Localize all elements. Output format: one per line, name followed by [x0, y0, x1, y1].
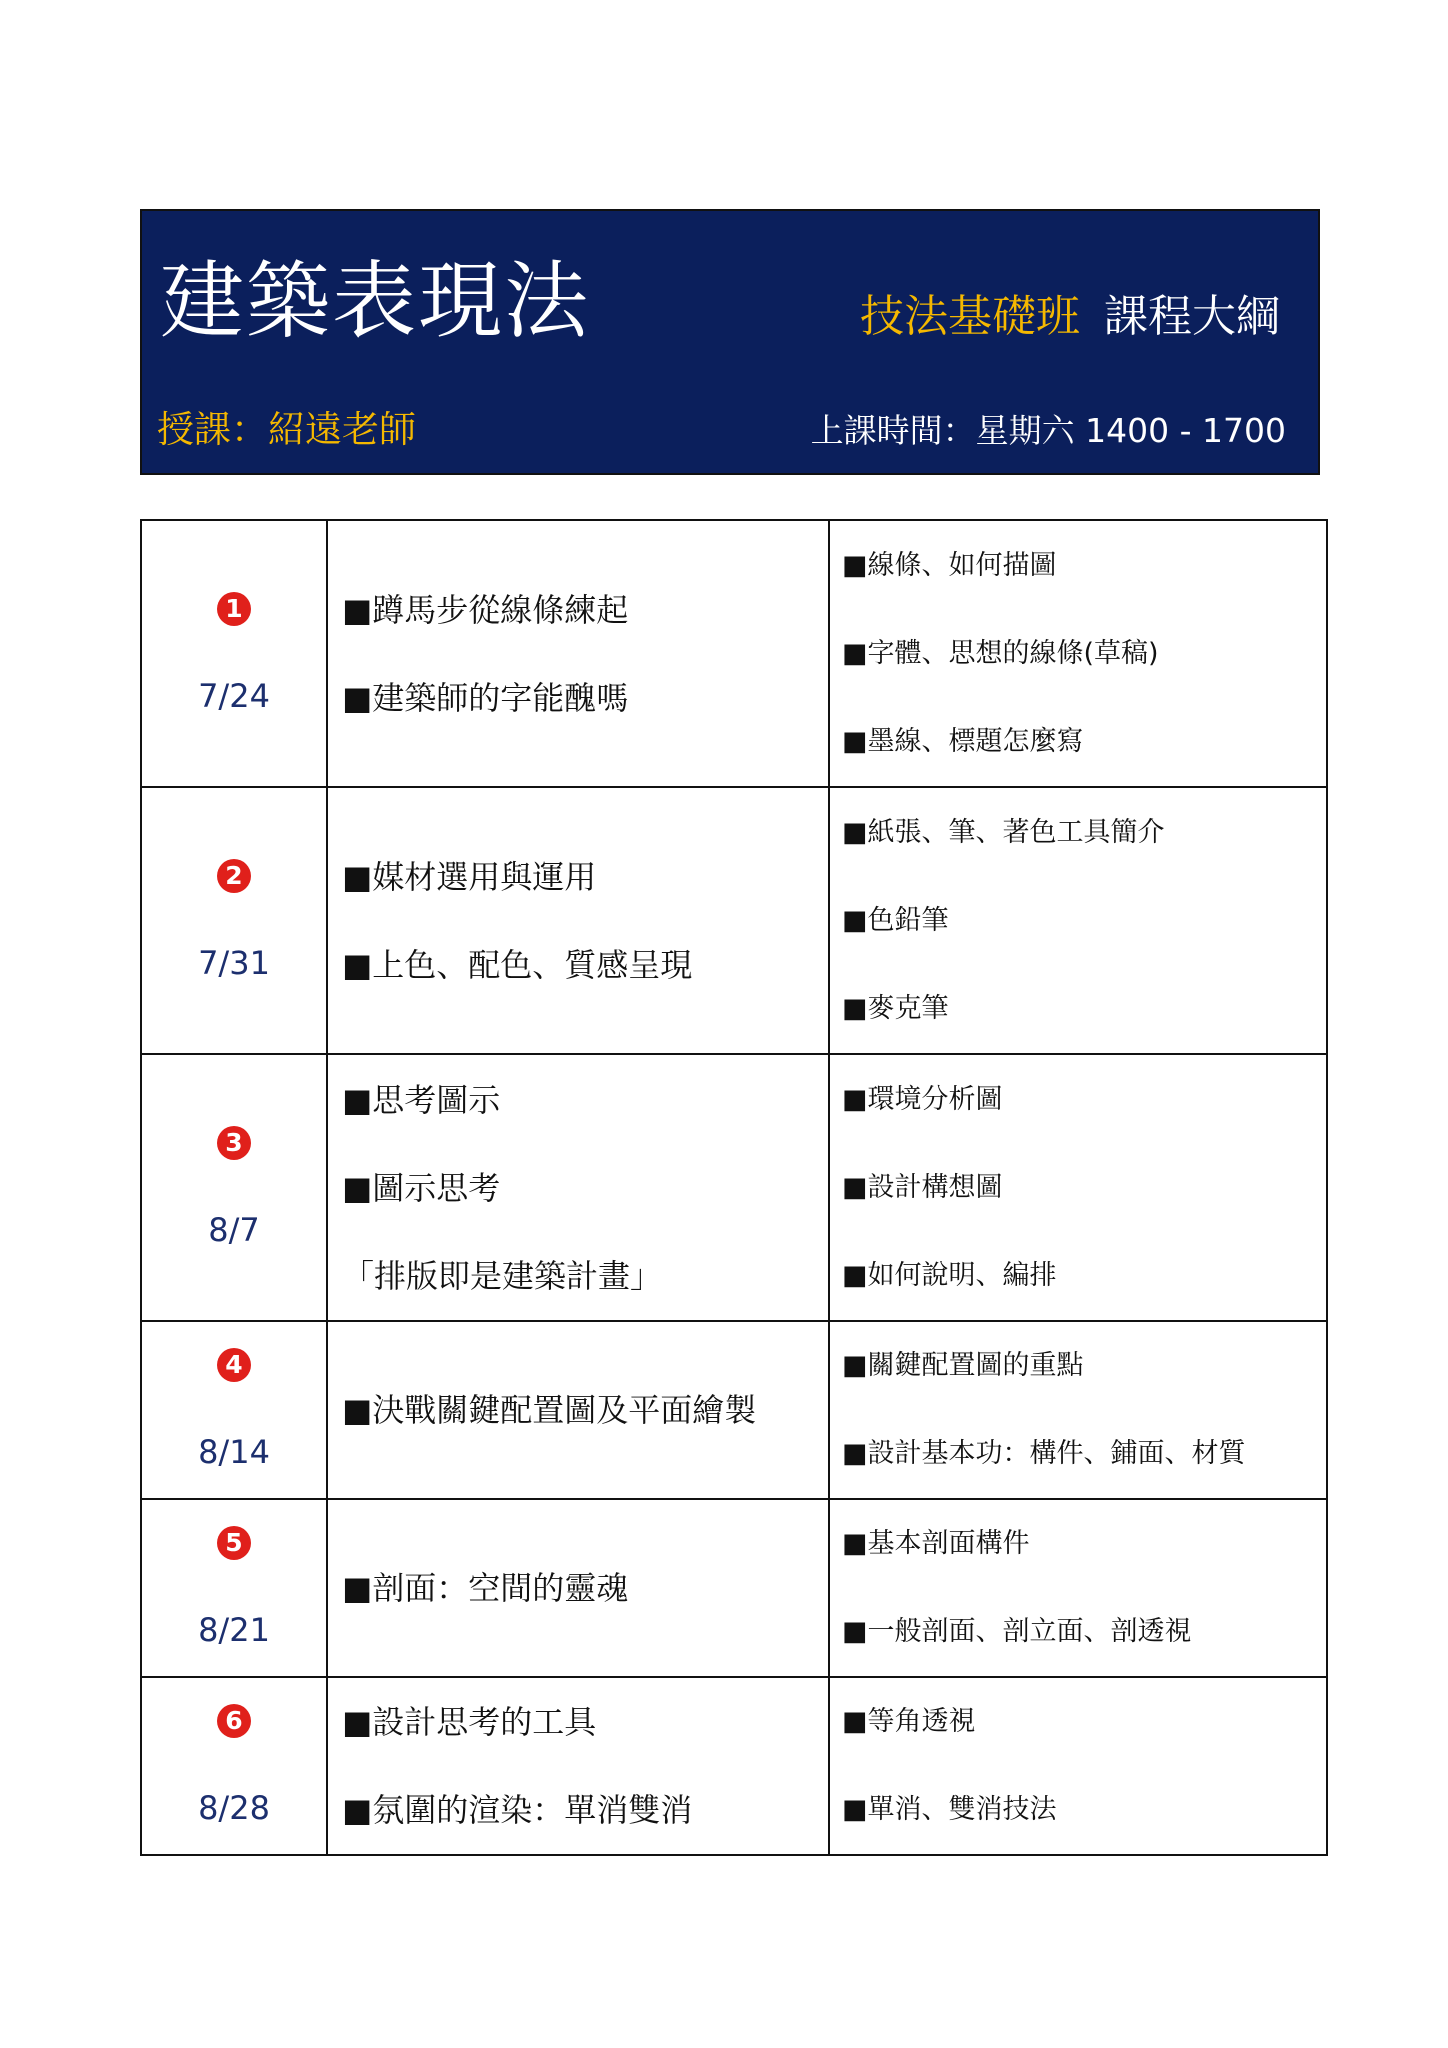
session-topics-cell [327, 1321, 829, 1499]
session-detail: ■等角透視 [842, 1706, 976, 1737]
session-index-cell [141, 1054, 327, 1321]
session-topics-cell [327, 1054, 829, 1321]
session-row [141, 1054, 1327, 1321]
session-detail: ■線條、如何描圖 [842, 549, 1057, 581]
session-index-cell [141, 787, 327, 1054]
session-index-cell [141, 1677, 327, 1855]
session-details-cell [829, 1677, 1327, 1855]
session-row [141, 1677, 1327, 1855]
session-detail: ■一般剖面、剖立面、剖透視 [842, 1616, 1192, 1647]
session-row [141, 1499, 1327, 1677]
instructor-label: 授課：紹遠老師 [157, 408, 416, 451]
session-topics-cell [327, 787, 829, 1054]
session-topics-cell [327, 1499, 829, 1677]
session-detail: ■設計構想圖 [842, 1171, 1003, 1203]
session-topic: ■媒材選用與運用 [342, 857, 597, 896]
schedule-label: 上課時間：星期六 1400 - 1700 [810, 411, 1286, 450]
session-row [141, 787, 1327, 1054]
session-detail: ■單消、雙消技法 [842, 1794, 1057, 1825]
session-topic: ■設計思考的工具 [342, 1703, 597, 1741]
syllabus-table [140, 519, 1328, 1856]
session-date: 7/31 [198, 943, 270, 982]
session-topic: ■圖示思考 [342, 1168, 501, 1207]
session-details-cell [829, 1321, 1327, 1499]
syllabus-label: 課程大綱 [1104, 291, 1280, 342]
session-detail: ■紙張、筆、著色工具簡介 [842, 816, 1165, 848]
session-topics-cell [327, 1677, 829, 1855]
session-number-badge: 1 [217, 592, 251, 626]
session-topic: ■氛圍的渲染：單消雙消 [342, 1791, 693, 1829]
session-topics-cell [327, 520, 829, 787]
session-index-cell [141, 520, 327, 787]
session-number-badge: 5 [217, 1526, 251, 1560]
session-topic: ■決戰關鍵配置圖及平面繪製 [342, 1391, 757, 1429]
course-header [140, 209, 1320, 475]
session-date: 7/24 [198, 676, 270, 715]
session-topic: ■建築師的字能醜嗎 [342, 678, 629, 717]
session-details-cell [829, 1054, 1327, 1321]
session-topic: ■思考圖示 [342, 1080, 501, 1119]
session-number-badge: 2 [217, 859, 251, 893]
session-detail: ■設計基本功：構件、鋪面、材質 [842, 1438, 1246, 1469]
session-index-cell [141, 1321, 327, 1499]
session-detail: ■墨線、標題怎麼寫 [842, 725, 1084, 757]
session-detail: ■麥克筆 [842, 992, 949, 1024]
session-number-badge: 3 [217, 1126, 251, 1160]
session-number-badge: 4 [217, 1348, 251, 1382]
session-topic: 「排版即是建築計畫」 [342, 1256, 663, 1295]
session-details-cell [829, 520, 1327, 787]
session-topic: ■上色、配色、質感呈現 [342, 945, 693, 984]
session-row [141, 1321, 1327, 1499]
session-detail: ■基本剖面構件 [842, 1528, 1030, 1559]
session-details-cell [829, 787, 1327, 1054]
session-detail: ■字體、思想的線條(草稿) [842, 637, 1159, 669]
session-details-cell [829, 1499, 1327, 1677]
class-level-label: 技法基礎班 [860, 291, 1080, 342]
session-topic: ■蹲馬步從線條練起 [342, 590, 629, 629]
session-detail: ■如何說明、編排 [842, 1259, 1057, 1291]
course-title: 建築表現法 [160, 252, 591, 350]
session-topic: ■剖面：空間的靈魂 [342, 1569, 629, 1607]
session-date: 8/28 [198, 1789, 270, 1827]
course-subtitle [860, 289, 1280, 345]
session-date: 8/7 [208, 1210, 260, 1249]
session-row [141, 520, 1327, 787]
session-date: 8/21 [198, 1611, 270, 1649]
session-number-badge: 6 [217, 1704, 251, 1738]
session-detail: ■關鍵配置圖的重點 [842, 1350, 1084, 1381]
session-detail: ■環境分析圖 [842, 1083, 1003, 1115]
session-index-cell [141, 1499, 327, 1677]
session-detail: ■色鉛筆 [842, 904, 949, 936]
session-date: 8/14 [198, 1433, 270, 1471]
